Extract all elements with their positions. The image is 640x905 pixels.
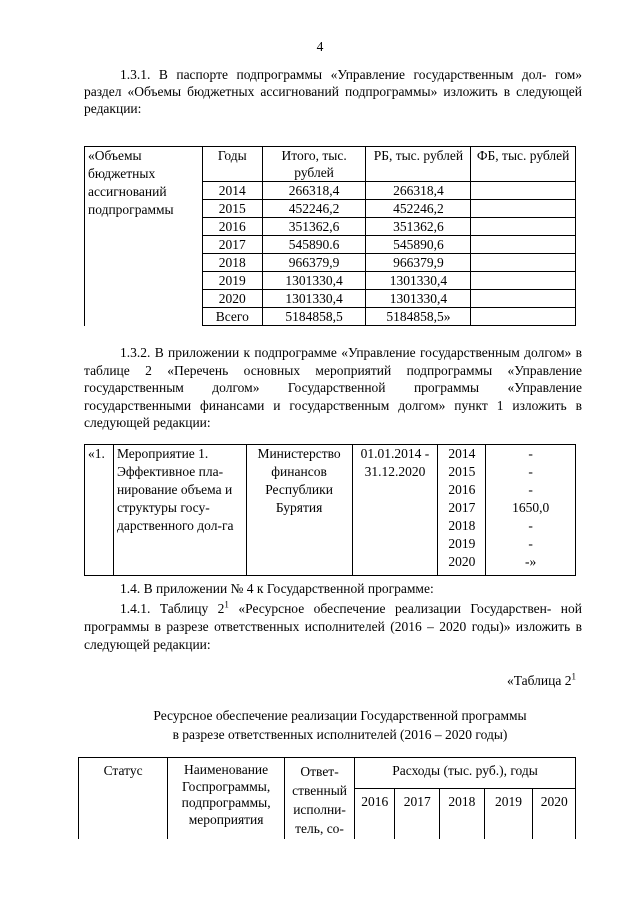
total-cell: 5184858,5 [262,308,366,326]
superscript: 1 [224,599,229,610]
rb-cell: 1301330,4 [366,290,471,308]
paragraph-1-3-1-rest: гом» раздел «Объемы бюджетных ассигнований подпрограммы» изложить в следующей редакции: [84,67,582,116]
year-cell: 2014 [202,182,262,200]
table-caption [0,706,640,744]
superscript: 1 [571,671,576,682]
total-cell: 1301330,4 [262,272,366,290]
activity-cell: Мероприятие 1. Эффективное пла-нирование объема и структуры госу-дарственного дол-га [113,445,246,576]
paragraph-1-4-1-part-b: «Ресурсное обеспечение реализации Государствен- [228,601,552,616]
page-number: 4 [316,39,324,54]
amount-value: - [528,518,533,533]
column-header-fb: ФБ, тыс. рублей [471,147,576,182]
resource-table [78,757,576,839]
fb-cell [471,254,576,272]
year-cell: 2017 [202,236,262,254]
fb-cell [471,200,576,218]
activity-table [84,444,576,576]
executor-cell: Министерство финансов Республики Бурятия [246,445,352,576]
year-header: 2018 [440,789,485,840]
values-cell [486,445,576,576]
fb-cell [471,182,576,200]
table-row [85,445,576,576]
table-header-row [85,147,576,182]
paragraph-1-4 [84,580,582,597]
fb-cell [471,236,576,254]
total-cell: 351362,6 [262,218,366,236]
rb-cell: 266318,4 [366,182,471,200]
paragraph-1-3-2-rest: долгом» в таблице 2 «Перечень основных мероприятий подпрограммы «Управление государственным долгом» Государственной программы «Управление государственными финансами и государственным долгом» пункт 1 изложить в следующей редакции: [84,345,582,431]
column-header-years: Годы [202,147,262,182]
paragraph-1-3-1 [84,66,582,117]
total-cell: 545890.6 [262,236,366,254]
rb-cell: 966379,9 [366,254,471,272]
amount-value: 1650,0 [512,500,550,515]
year-cell: 2020 [202,290,262,308]
total-cell: 452246,2 [262,200,366,218]
paragraph-1-3-2-first-line: 1.3.2. В приложении к подпрограмме «Управление государственным [120,345,520,360]
year-header: 2019 [484,789,533,840]
year-cell: Всего [202,308,262,326]
table-header-row [79,758,576,789]
year-value: 2019 [448,536,476,551]
amount-value: - [528,482,533,497]
table-reference [507,672,576,689]
year-header: 2016 [355,789,395,840]
column-header-rb: РБ, тыс. рублей [366,147,471,182]
responsible-header: Ответ-ственный исполни-тель, со- [285,758,355,840]
row-label-cell: «Объемы бюджетных ассигнований подпрограммы [85,147,203,326]
rb-cell: 452246,2 [366,200,471,218]
budget-allocations-table [84,146,576,326]
table-reference-text: «Таблица 2 [507,673,572,688]
year-cell: 2018 [202,254,262,272]
name-header: Наименование Госпрограммы, подпрограммы, мероприятия [168,758,285,840]
year-cell: 2015 [202,200,262,218]
amount-value: -» [525,554,537,569]
total-cell: 966379,9 [262,254,366,272]
fb-cell [471,308,576,326]
period-cell: 01.01.2014 - 31.12.2020 [352,445,438,576]
fb-cell [471,218,576,236]
amount-value: - [528,446,533,461]
amount-value: - [528,464,533,479]
status-header: Статус [79,758,168,840]
total-cell: 1301330,4 [262,290,366,308]
caption-line-1: Ресурсное обеспечение реализации Государственной программы [153,708,527,723]
paragraph-1-4-text: 1.4. В приложении № 4 к Государственной программе: [120,581,434,596]
year-value: 2016 [448,482,476,497]
paragraph-1-4-1-part-a: 1.4.1. Таблицу 2 [120,601,225,616]
year-value: 2018 [448,518,476,533]
year-value: 2014 [448,446,476,461]
year-value: 2020 [448,554,476,569]
rb-cell: 5184858,5» [366,308,471,326]
rb-cell: 1301330,4 [366,272,471,290]
column-header-total: Итого, тыс. рублей [262,147,366,182]
year-header: 2020 [533,789,576,840]
year-value: 2017 [448,500,476,515]
paragraph-1-3-2 [84,344,582,432]
year-header: 2017 [395,789,440,840]
rb-cell: 545890,6 [366,236,471,254]
year-value: 2015 [448,464,476,479]
paragraph-1-4-1-rest: ной программы в разрезе ответственных исполнителей (2016 – 2020 годы)» изложить в следующей редакции: [84,601,582,652]
total-cell: 266318,4 [262,182,366,200]
year-cell: 2016 [202,218,262,236]
year-cell: 2019 [202,272,262,290]
item-number-cell: «1. [85,445,114,576]
years-cell [438,445,486,576]
rb-cell: 351362,6 [366,218,471,236]
caption-line-2: в разрезе ответственных исполнителей (2016 – 2020 годы) [172,727,508,742]
paragraph-1-3-1-first-line: 1.3.1. В паспорте подпрограммы «Управление государственным дол- [120,67,547,82]
expenses-header: Расходы (тыс. руб.), годы [355,758,576,789]
fb-cell [471,290,576,308]
paragraph-1-4-1 [84,600,582,654]
amount-value: - [528,536,533,551]
fb-cell [471,272,576,290]
